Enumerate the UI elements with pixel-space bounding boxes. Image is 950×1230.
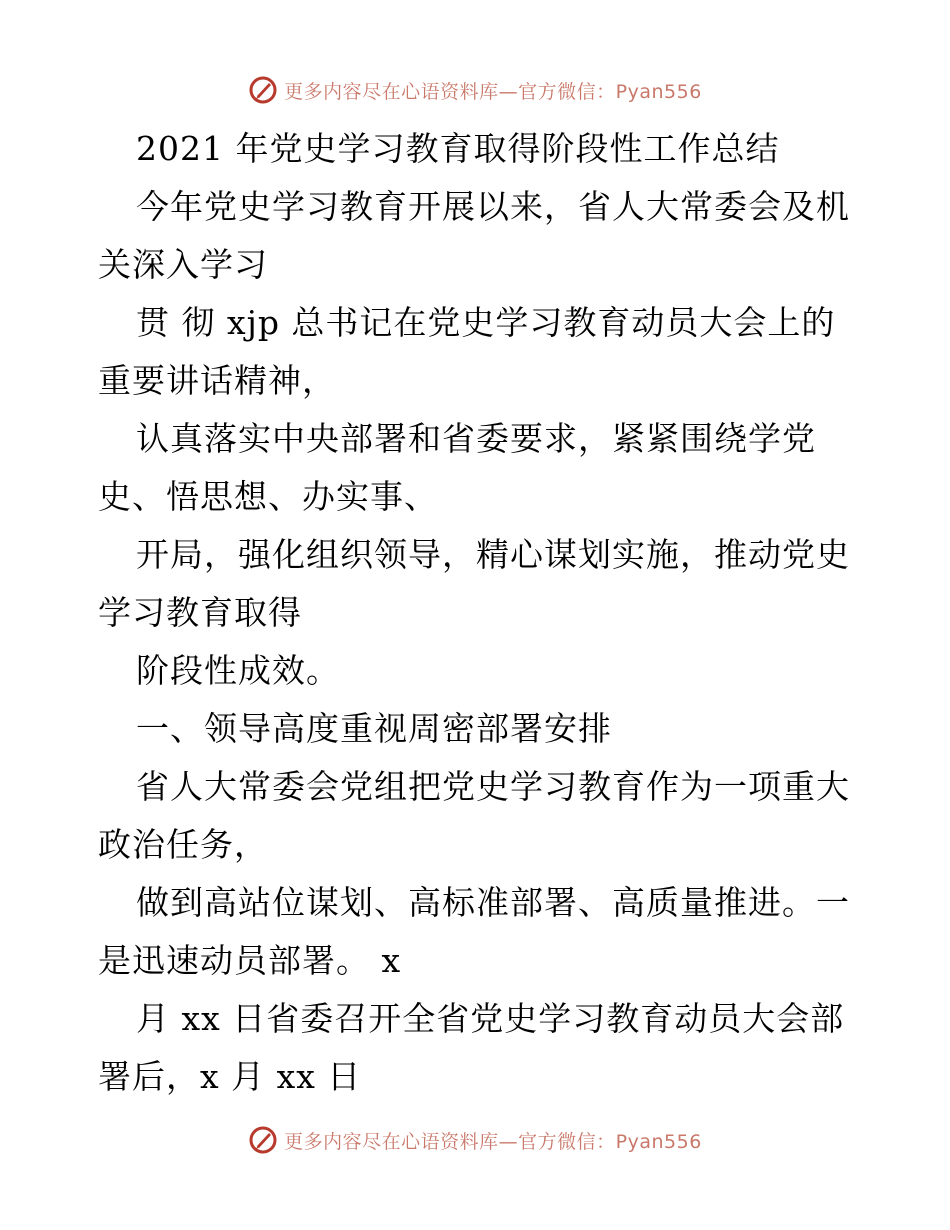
quill-pen-logo-icon: [248, 1125, 278, 1155]
text-line: 重要讲话精神，: [98, 361, 336, 400]
text-line: 认真落实中央部署和省委要求，紧紧围绕学党: [136, 419, 816, 458]
text-line: 关深入学习: [98, 245, 268, 284]
document-body: [98, 120, 858, 1106]
text-line: 月 xx 日省委召开全省党史学习教育动员大会部: [136, 999, 845, 1038]
header-banner-text: 更多内容尽在心语资料库—官方微信：Pyan556: [284, 80, 702, 103]
text-line: 阶段性成效。: [136, 651, 340, 690]
text-line: 是迅速动员部署。 x: [98, 941, 402, 980]
text-line: 史、悟思想、办实事、: [98, 477, 438, 516]
text-line: 政治任务，: [98, 825, 268, 864]
text-line: 今年党史学习教育开展以来，省人大常委会及机: [136, 187, 850, 226]
text-line: 一、领导高度重视周密部署安排: [136, 709, 612, 748]
text-line: 学习教育取得: [98, 593, 302, 632]
text-line: 贯 彻 xjp 总书记在党史学习教育动员大会上的: [136, 303, 836, 342]
text-line: 2021 年党史学习教育取得阶段性工作总结: [136, 129, 780, 168]
footer-banner-text: 更多内容尽在心语资料库—官方微信：Pyan556: [284, 1130, 702, 1153]
header-banner: [0, 70, 950, 110]
footer-banner: [0, 1120, 950, 1160]
text-line: 做到高站位谋划、高标准部署、高质量推进。一: [136, 883, 850, 922]
text-line: 开局，强化组织领导，精心谋划实施，推动党史: [136, 535, 850, 574]
text-line: 省人大常委会党组把党史学习教育作为一项重大: [136, 767, 850, 806]
quill-pen-logo-icon: [248, 75, 278, 105]
text-line: 署后，x 月 xx 日: [98, 1057, 362, 1096]
